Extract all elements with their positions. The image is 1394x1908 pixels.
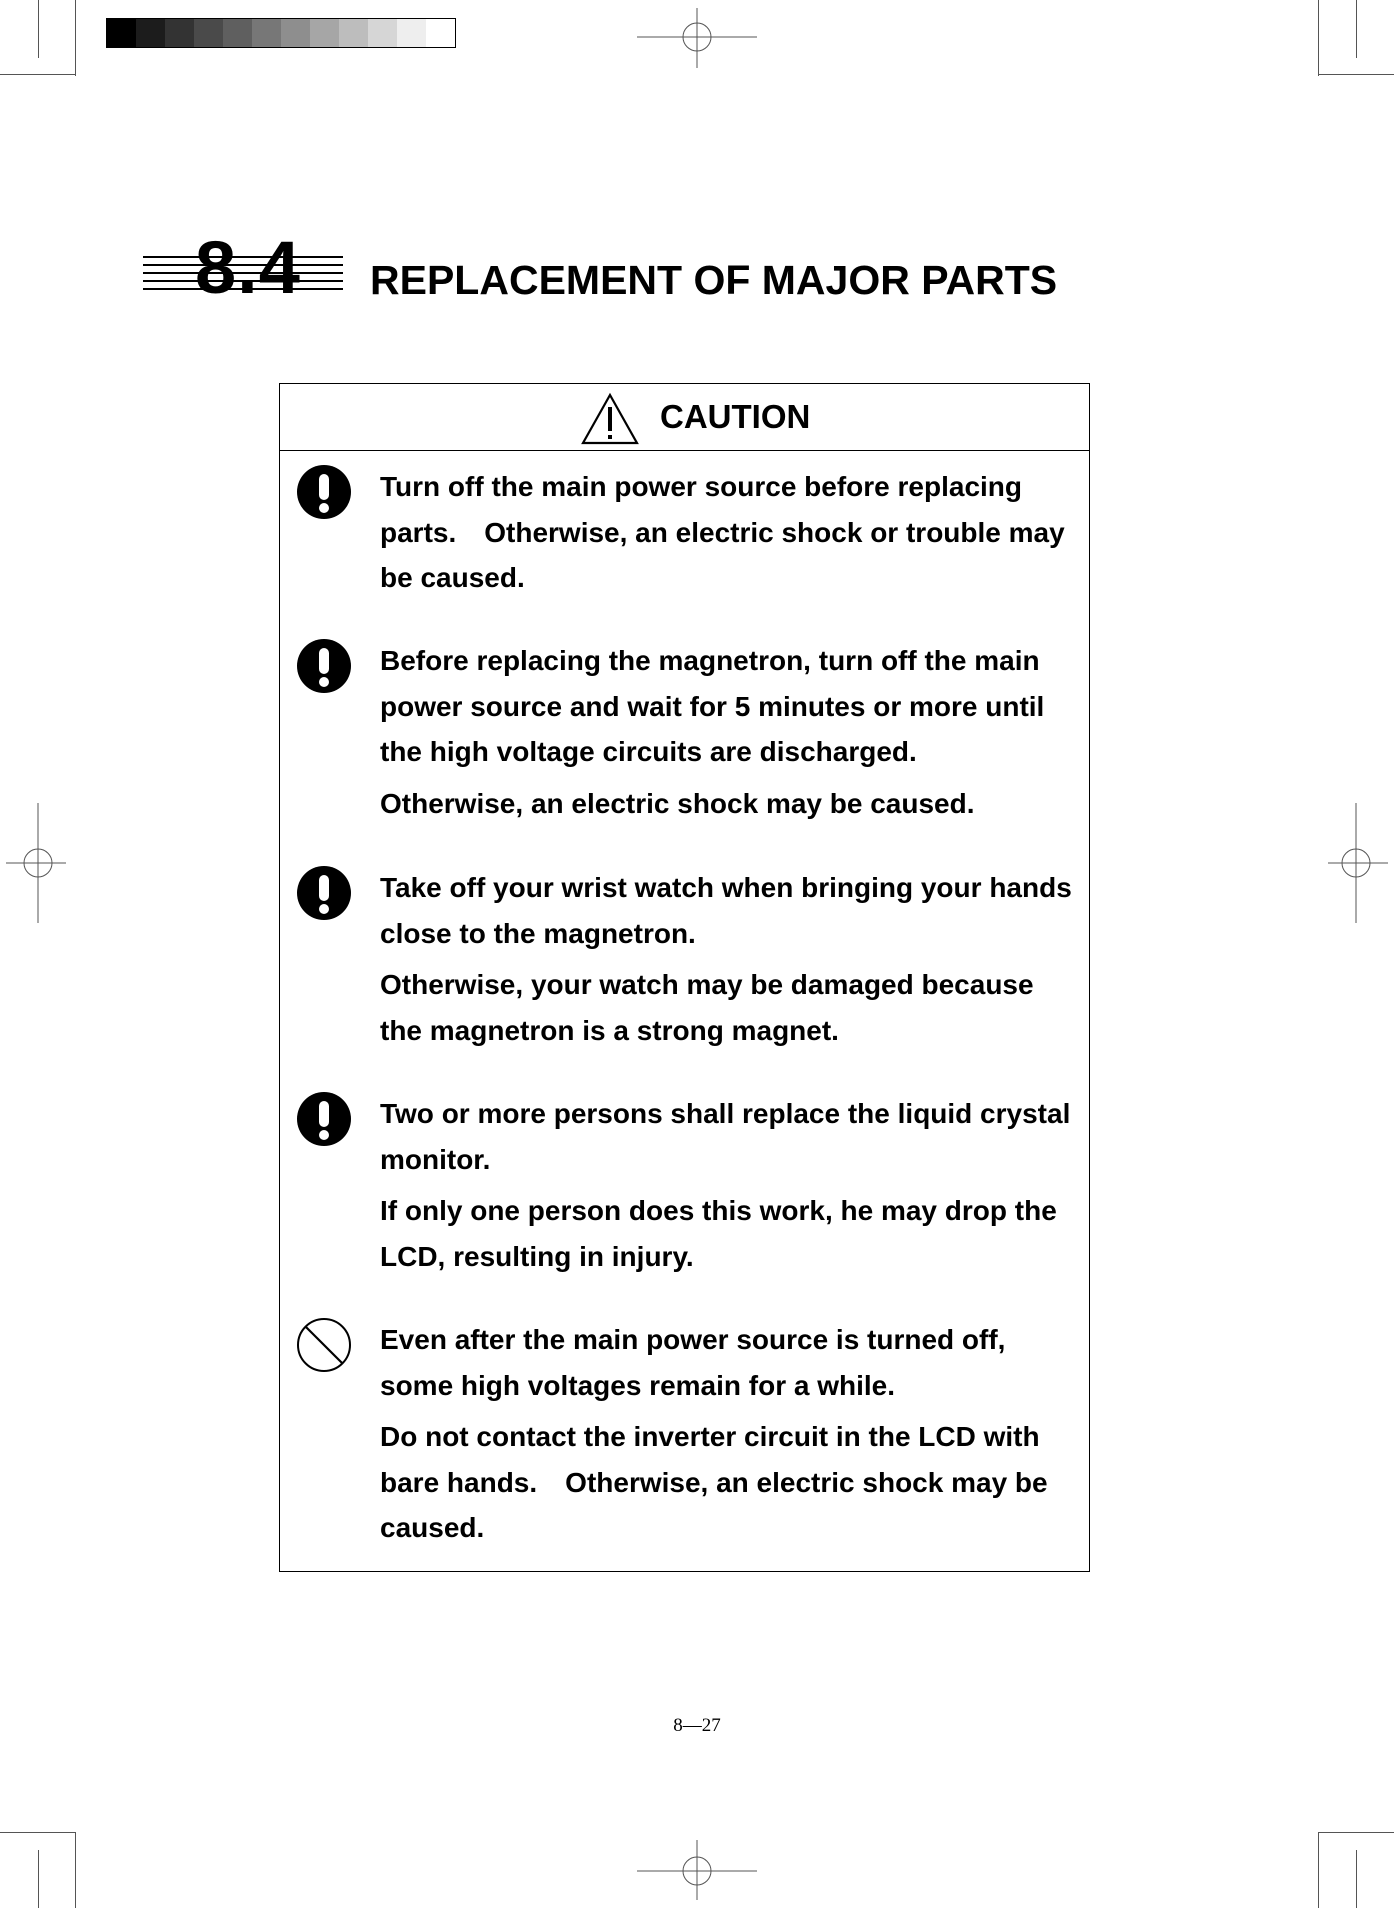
registration-target-right-icon [1328, 803, 1388, 923]
warning-triangle-icon [580, 392, 640, 446]
caution-item-4 [380, 1091, 1080, 1279]
caution-item-1 [380, 464, 1080, 601]
calibration-swatch [426, 19, 455, 47]
caution-item-3 [380, 865, 1080, 1053]
mandatory-exclamation-icon [296, 865, 352, 921]
mandatory-exclamation-icon [296, 638, 352, 694]
caution-item-text: Even after the main power source is turned off, some high voltages remain for a while. [380, 1324, 1006, 1401]
caution-header [280, 384, 1089, 451]
caution-item-text: Turn off the main power source before replacing parts. Otherwise, an electric shock or trouble may be caused. [380, 471, 1065, 593]
caution-item-5 [380, 1317, 1080, 1551]
calibration-swatch [136, 19, 165, 47]
calibration-swatch [107, 19, 136, 47]
caution-item-2 [380, 638, 1080, 826]
grayscale-calibration-strip [106, 18, 456, 48]
calibration-swatch [310, 19, 339, 47]
registration-target-bottom-icon [637, 1840, 757, 1900]
section-title: REPLACEMENT OF MAJOR PARTS [370, 257, 1058, 303]
caution-item-text: Otherwise, an electric shock may be caused. [380, 787, 975, 819]
registration-target-left-icon [6, 803, 66, 923]
caution-item-text: Take off your wrist watch when bringing your hands close to the magnetron. [380, 872, 1072, 949]
caution-label: CAUTION [660, 398, 811, 435]
caution-box [279, 383, 1090, 1572]
section-number: 8.4 [195, 226, 301, 309]
caution-item-text: Two or more persons shall replace the liquid crystal monitor. [380, 1098, 1071, 1175]
registration-target-top-icon [637, 8, 757, 68]
calibration-swatch [252, 19, 281, 47]
calibration-swatch [397, 19, 426, 47]
mandatory-exclamation-icon [296, 1091, 352, 1147]
caution-item-text: Do not contact the inverter circuit in the LCD with bare hands. Otherwise, an electric shock may be caused. [380, 1421, 1048, 1543]
caution-item-text: Otherwise, your watch may be damaged because the magnetron is a strong magnet. [380, 969, 1034, 1046]
mandatory-exclamation-icon [296, 464, 352, 520]
page-number: 8—27 [673, 1715, 721, 1736]
calibration-swatch [223, 19, 252, 47]
calibration-swatch [194, 19, 223, 47]
calibration-swatch [368, 19, 397, 47]
calibration-swatch [339, 19, 368, 47]
caution-item-text: If only one person does this work, he may drop the LCD, resulting in injury. [380, 1195, 1057, 1272]
calibration-swatch [165, 19, 194, 47]
caution-item-text: Before replacing the magnetron, turn off the main power source and wait for 5 minutes or more until the high voltage circuits are discharged. [380, 645, 1045, 767]
calibration-swatch [281, 19, 310, 47]
prohibition-icon [296, 1317, 352, 1373]
